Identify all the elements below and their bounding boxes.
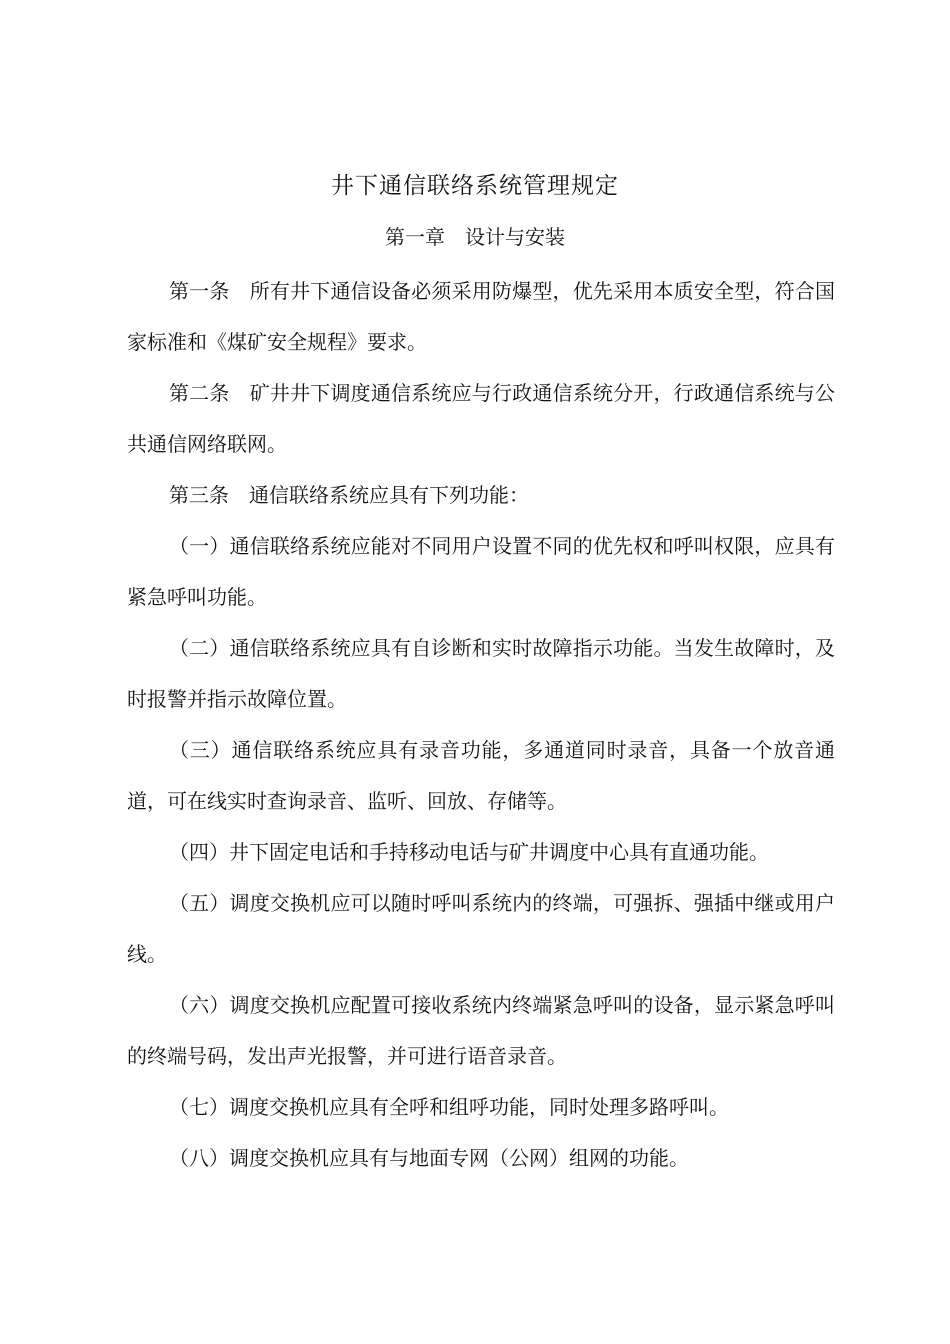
function-item-6: （六）调度交换机应配置可接收系统内终端紧急呼叫的设备，显示紧急呼叫的终端号码，发出声光报警，并可进行语音录音。 <box>127 993 835 1068</box>
chapter-heading: 第一章 设计与安装 <box>385 225 565 249</box>
article-1: 第一条 所有井下通信设备必须采用防爆型，优先采用本质安全型，符合国家标准和《煤矿安全规程》要求。 <box>127 279 835 354</box>
document-title: 井下通信联络系统管理规定 <box>331 173 619 199</box>
function-item-7: （七）调度交换机应具有全呼和组呼功能，同时处理多路呼叫。 <box>169 1095 729 1119</box>
document-body <box>127 266 835 1184</box>
function-item-3: （三）通信联络系统应具有录音功能，多通道同时录音，具备一个放音通道，可在线实时查询录音、监听、回放、存储等。 <box>127 738 835 813</box>
article-3: 第三条 通信联络系统应具有下列功能： <box>169 483 529 507</box>
article-2: 第二条 矿井井下调度通信系统应与行政通信系统分开，行政通信系统与公共通信网络联网。 <box>127 381 835 456</box>
function-item-1: （一）通信联络系统应能对不同用户设置不同的优先权和呼叫权限，应具有紧急呼叫功能。 <box>127 534 835 609</box>
function-item-4: （四）井下固定电话和手持移动电话与矿井调度中心具有直通功能。 <box>169 840 769 864</box>
function-item-5: （五）调度交换机应可以随时呼叫系统内的终端，可强拆、强插中继或用户线。 <box>127 891 835 966</box>
function-item-8: （八）调度交换机应具有与地面专网（公网）组网的功能。 <box>169 1146 689 1170</box>
function-item-2: （二）通信联络系统应具有自诊断和实时故障指示功能。当发生故障时，及时报警并指示故障位置。 <box>127 636 835 711</box>
